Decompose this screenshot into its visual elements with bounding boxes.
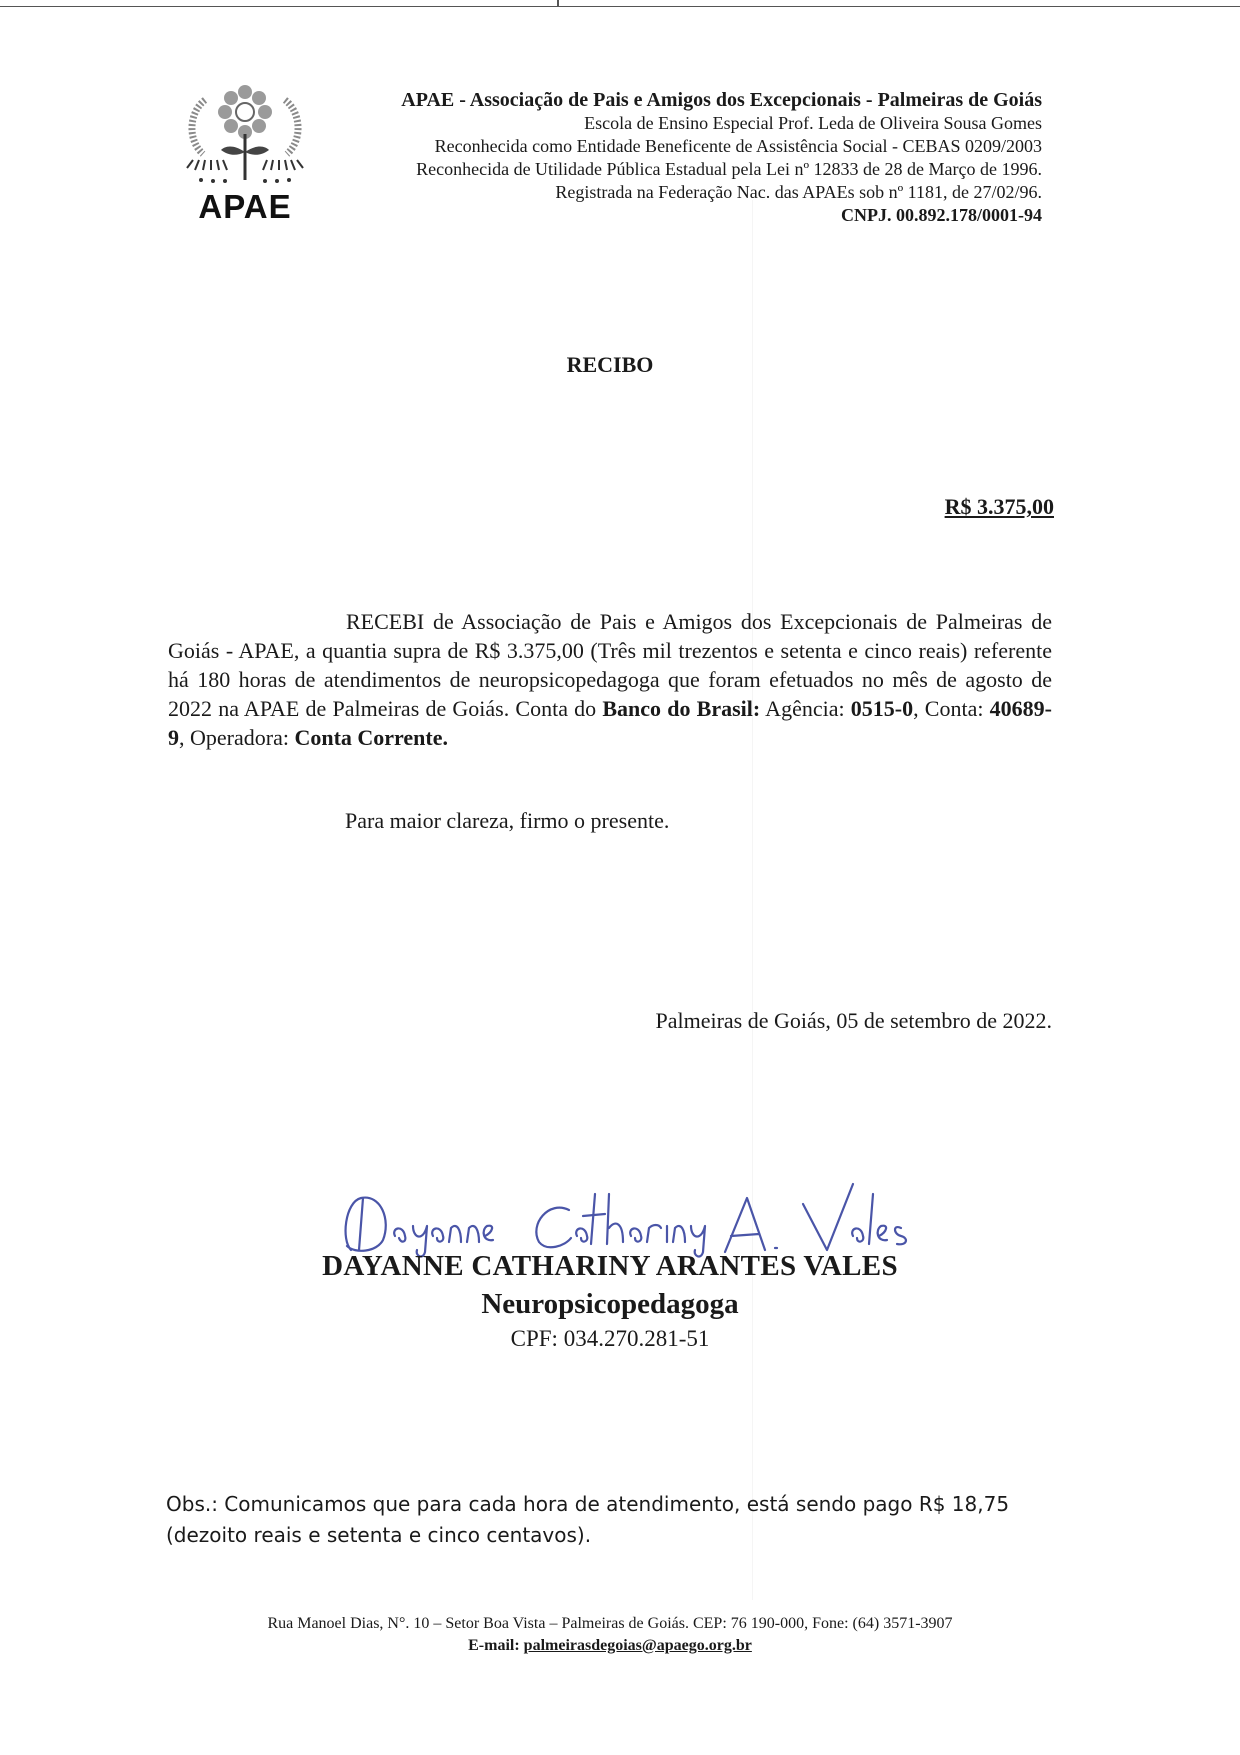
receipt-body (168, 607, 1052, 752)
apae-logo (183, 82, 307, 232)
receipt-text: RECEBI de Associação de Pais e Amigos dos Excepcionais de Palmeiras de Goiás - APAE, a quantia supra de R$ 3.375,00 (Três mil trezentos e setenta e cinco reais) referente há 180 horas de atendimentos de neuropsicopedagoga que foram efetuados no mês de agosto de 2022 na APAE de Palmeiras de Goiás. Conta do (168, 609, 1052, 721)
agency-label: Agência: (760, 696, 851, 721)
letterhead (300, 88, 1042, 227)
federation-registration: Registrada na Federação Nac. das APAEs sob nº 1181, de 27/02/96. (555, 182, 1042, 202)
cebas-registration: Reconhecida como Entidade Beneficente de Assistência Social - CEBAS 0209/2003 (434, 136, 1042, 156)
operator-label: , Operadora: (179, 725, 295, 750)
email-label: E-mail: (468, 1637, 524, 1654)
footer (0, 1613, 1220, 1657)
signature-scribble-icon (333, 1180, 933, 1260)
handwritten-signature (333, 1180, 933, 1260)
signer-name: DAYANNE CATHARINY ARANTES VALES (322, 1250, 898, 1282)
email-link[interactable]: palmeirasdegoias@apaego.org.br (523, 1637, 752, 1654)
apae-flower-hands-logo-icon (183, 82, 307, 188)
bank-name: Banco do Brasil: (602, 696, 761, 721)
school-name: Escola de Ensino Especial Prof. Leda de Oliveira Sousa Gomes (584, 113, 1042, 133)
agency-number: 0515-0 (850, 696, 914, 721)
clarity-statement: Para maior clareza, firmo o presente. (345, 808, 670, 833)
signer-cpf: CPF: 034.270.281-51 (510, 1326, 710, 1351)
receipt-amount: R$ 3.375,00 (944, 494, 1054, 519)
cnpj: CNPJ. 00.892.178/0001-94 (841, 205, 1042, 225)
place-and-date: Palmeiras de Goiás, 05 de setembro de 2022. (655, 1008, 1052, 1033)
document-title: RECIBO (566, 352, 654, 377)
scan-top-line (0, 6, 1240, 7)
scan-top-tick (557, 0, 559, 7)
footer-address: Rua Manoel Dias, N°. 10 – Setor Boa Vista – Palmeiras de Goiás. CEP: 76 190-000, Fone: (64) 3571-3907 (267, 1615, 953, 1632)
receipt-paragraph (168, 607, 1052, 752)
scan-fold-line (752, 200, 753, 1600)
organization-name: APAE - Associação de Pais e Amigos dos Excepcionais - Palmeiras de Goiás (401, 89, 1042, 111)
signer-role: Neuropsicopedagoga (481, 1288, 739, 1320)
account-number: 40689-9 (168, 696, 1052, 750)
public-utility-law: Reconhecida de Utilidade Pública Estadual pela Lei nº 12833 de 28 de Março de 1996. (416, 159, 1042, 179)
observation-note: Obs.: Comunicamos que para cada hora de atendimento, está sendo pago R$ 18,75 (dezoito reais e setenta e cinco centavos). (166, 1492, 1010, 1547)
account-label: , Conta: (913, 696, 990, 721)
account-type: Conta Corrente. (294, 725, 449, 750)
logo-text: APAE (198, 188, 292, 225)
footer-email-line (0, 1635, 1220, 1657)
